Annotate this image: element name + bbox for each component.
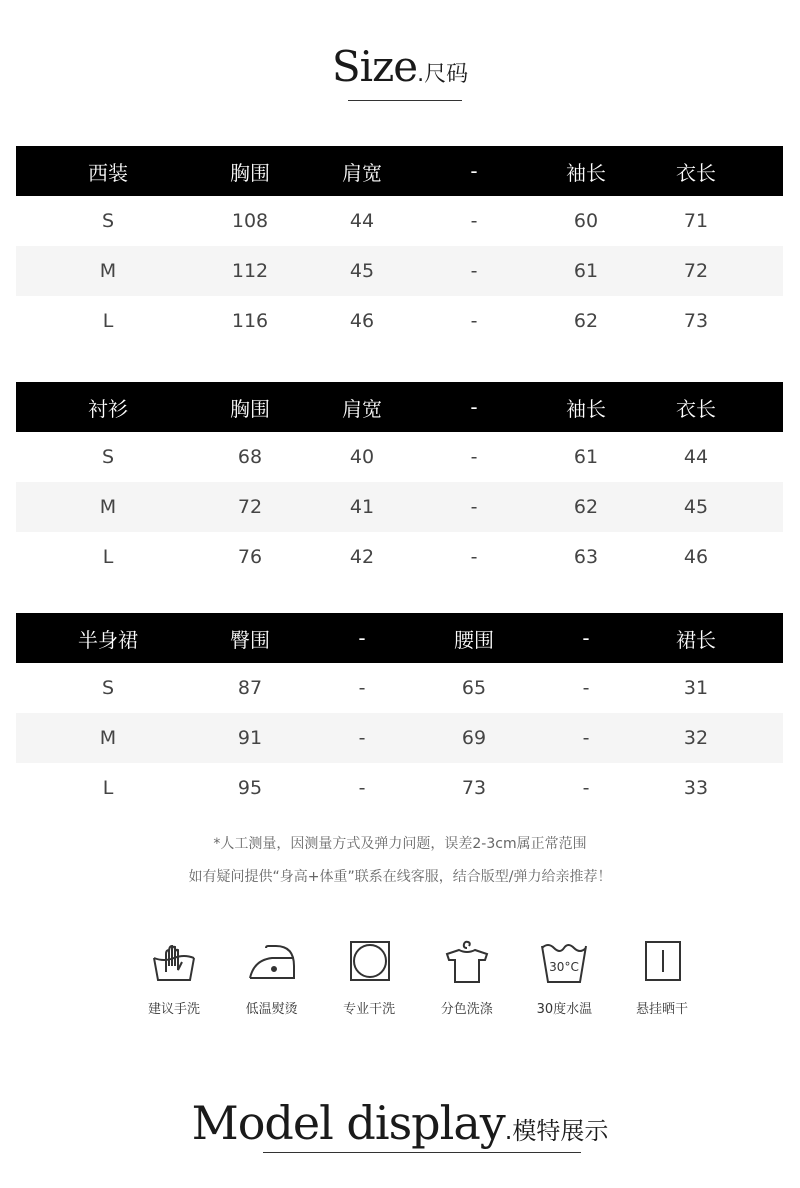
care-label: 低温熨烫 <box>245 1002 298 1017</box>
care-label: 分色洗涤 <box>440 1002 493 1017</box>
table-header-cell: 衣长 <box>676 160 716 185</box>
table-row <box>16 432 783 482</box>
shirt-size-table <box>16 382 783 582</box>
table-cell: 45 <box>349 260 375 282</box>
care-instructions <box>128 938 708 1017</box>
low-iron-icon <box>246 938 298 990</box>
table-cell: 71 <box>683 210 709 232</box>
table-cell: 68 <box>237 446 263 468</box>
table-cell: 63 <box>573 546 599 568</box>
wash-temp-label: 30°C <box>549 960 580 974</box>
table-row <box>16 713 783 763</box>
table-cell: 60 <box>573 210 599 232</box>
table-cell: 44 <box>349 210 375 232</box>
table-cell: 73 <box>461 777 487 799</box>
table-header-cell: 肩宽 <box>342 396 382 421</box>
table-header-cell: 袖长 <box>566 396 606 421</box>
table-cell: S <box>101 210 115 232</box>
table-cell: 46 <box>349 310 375 332</box>
table-cell: M <box>99 260 117 282</box>
table-row <box>16 763 783 813</box>
table-cell: 108 <box>231 210 269 232</box>
table-header-cell: 腰围 <box>454 627 494 652</box>
table-cell: 41 <box>349 496 375 518</box>
table-header-cell: 衬衫 <box>88 396 128 421</box>
size-heading-en: Size <box>331 42 418 91</box>
hang-dry-icon <box>636 938 688 990</box>
table-header-cell: 裙长 <box>676 627 716 652</box>
table-header-cell: - <box>358 626 366 650</box>
measurement-note: *人工测量，因测量方式及弹力问题，误差2-3cm属正常范围 <box>213 836 587 852</box>
separate-wash-icon <box>441 938 493 990</box>
dry-clean-icon <box>343 938 395 990</box>
table-cell: - <box>470 260 478 282</box>
table-cell: 116 <box>231 310 269 332</box>
table-header-cell: - <box>470 159 478 183</box>
table-header-cell: 肩宽 <box>342 160 382 185</box>
hand-wash-icon <box>148 938 200 990</box>
size-heading-underline <box>348 100 462 101</box>
table-cell: - <box>582 777 590 799</box>
skirt-size-table <box>16 613 783 813</box>
table-cell: 95 <box>237 777 263 799</box>
care-label: 30度水温 <box>536 1002 593 1017</box>
suit-size-table <box>16 146 783 346</box>
table-cell: - <box>358 777 366 799</box>
model-heading <box>0 1096 800 1150</box>
care-item <box>518 938 610 1017</box>
table-cell: 61 <box>573 260 599 282</box>
table-header-row <box>16 382 783 432</box>
table-cell: 31 <box>683 677 709 699</box>
model-heading-en: Model display <box>191 1096 505 1150</box>
table-header-cell: 衣长 <box>676 396 716 421</box>
table-cell: - <box>470 446 478 468</box>
table-cell: - <box>582 727 590 749</box>
table-cell: L <box>102 546 114 568</box>
table-header-cell: - <box>582 626 590 650</box>
table-header-cell: 臀围 <box>230 627 270 652</box>
table-row <box>16 482 783 532</box>
table-cell: - <box>470 496 478 518</box>
table-cell: 32 <box>683 727 709 749</box>
table-cell: S <box>101 677 115 699</box>
table-row <box>16 296 783 346</box>
table-cell: L <box>102 310 114 332</box>
table-cell: 61 <box>573 446 599 468</box>
table-cell: 42 <box>349 546 375 568</box>
table-row <box>16 196 783 246</box>
wash-30-icon <box>538 938 590 990</box>
care-item <box>226 938 318 1017</box>
table-row <box>16 246 783 296</box>
table-cell: 46 <box>683 546 709 568</box>
table-cell: 72 <box>237 496 263 518</box>
table-cell: 45 <box>683 496 709 518</box>
table-header-row <box>16 613 783 663</box>
contact-note: 如有疑问提供“身高+体重”联系在线客服，结合版型/弹力给亲推荐！ <box>188 869 612 885</box>
table-cell: 65 <box>461 677 487 699</box>
table-row <box>16 663 783 713</box>
table-cell: S <box>101 446 115 468</box>
size-heading-cn: .尺码 <box>417 62 469 87</box>
table-cell: 62 <box>573 496 599 518</box>
care-item <box>421 938 513 1017</box>
table-header-cell: 胸围 <box>230 396 270 421</box>
table-cell: 73 <box>683 310 709 332</box>
size-heading <box>0 42 800 91</box>
care-label: 专业干洗 <box>343 1002 396 1017</box>
table-cell: 69 <box>461 727 487 749</box>
table-header-cell: 西装 <box>88 160 128 185</box>
table-cell: L <box>102 777 114 799</box>
table-header-row <box>16 146 783 196</box>
table-cell: 91 <box>237 727 263 749</box>
model-heading-cn: .模特展示 <box>504 1117 609 1145</box>
table-cell: M <box>99 727 117 749</box>
table-cell: - <box>582 677 590 699</box>
care-item <box>128 938 220 1017</box>
table-header-cell: 袖长 <box>566 160 606 185</box>
table-cell: 87 <box>237 677 263 699</box>
table-cell: - <box>358 727 366 749</box>
table-cell: - <box>358 677 366 699</box>
model-heading-underline <box>263 1152 581 1153</box>
table-cell: 72 <box>683 260 709 282</box>
table-cell: 76 <box>237 546 263 568</box>
table-cell: 44 <box>683 446 709 468</box>
care-item <box>616 938 708 1017</box>
table-cell: 62 <box>573 310 599 332</box>
table-header-cell: 胸围 <box>230 160 270 185</box>
table-cell: 40 <box>349 446 375 468</box>
table-row <box>16 532 783 582</box>
table-cell: - <box>470 546 478 568</box>
table-cell: 112 <box>231 260 269 282</box>
table-header-cell: 半身裙 <box>78 627 138 652</box>
care-item <box>323 938 415 1017</box>
table-cell: 33 <box>683 777 709 799</box>
table-cell: - <box>470 310 478 332</box>
care-label: 悬挂晒干 <box>635 1002 688 1017</box>
table-header-cell: - <box>470 395 478 419</box>
table-cell: - <box>470 210 478 232</box>
table-cell: M <box>99 496 117 518</box>
care-label: 建议手洗 <box>147 1002 200 1017</box>
